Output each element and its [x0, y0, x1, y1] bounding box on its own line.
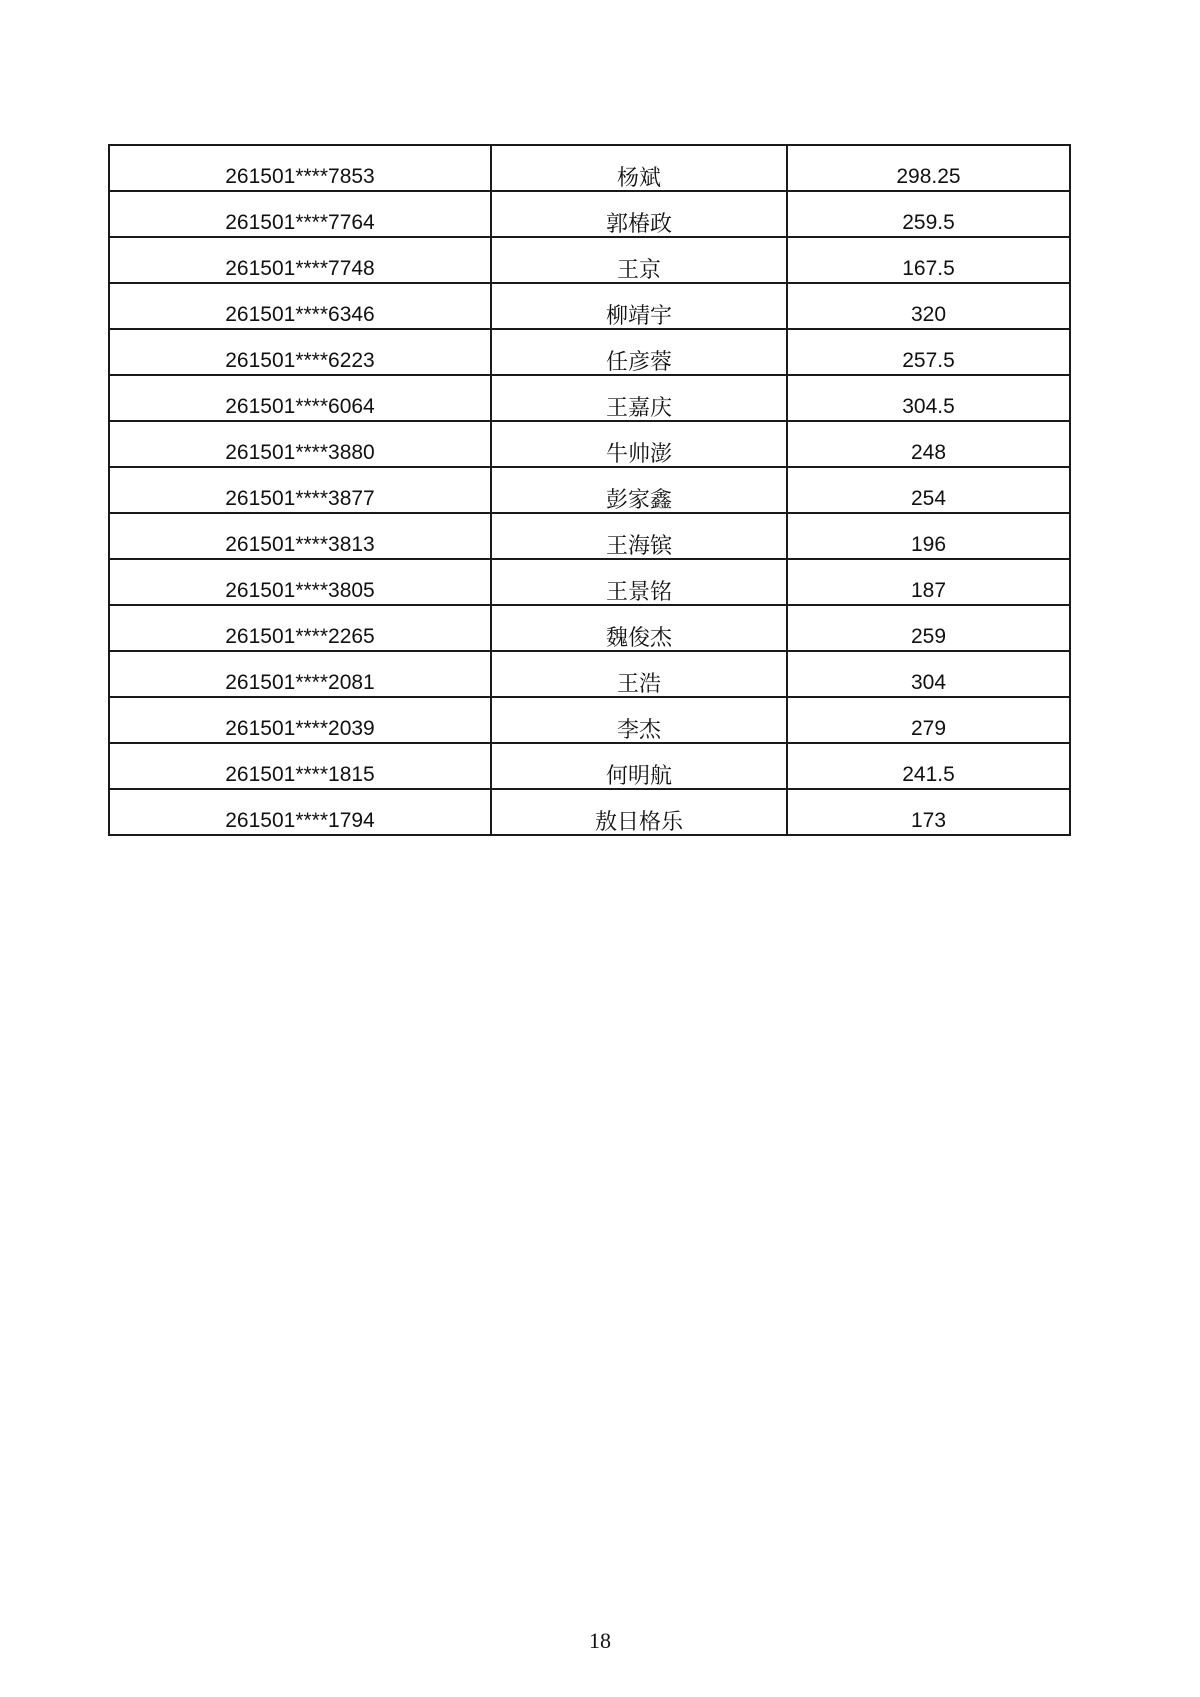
name-cell: 王浩 — [491, 651, 787, 697]
id-cell: 261501****2265 — [109, 605, 491, 651]
table-row — [109, 329, 1070, 375]
id-cell: 261501****6346 — [109, 283, 491, 329]
id-cell: 261501****7764 — [109, 191, 491, 237]
name-cell: 杨斌 — [491, 145, 787, 191]
id-cell: 261501****7853 — [109, 145, 491, 191]
score-table-body — [109, 145, 1070, 835]
name-cell: 李杰 — [491, 697, 787, 743]
name-cell: 牛帅澎 — [491, 421, 787, 467]
table-row — [109, 191, 1070, 237]
name-cell: 王海镔 — [491, 513, 787, 559]
score-cell: 254 — [787, 467, 1070, 513]
score-table — [108, 144, 1071, 836]
score-cell: 304 — [787, 651, 1070, 697]
score-cell: 259 — [787, 605, 1070, 651]
score-cell: 187 — [787, 559, 1070, 605]
id-cell: 261501****1815 — [109, 743, 491, 789]
table-row — [109, 145, 1070, 191]
id-cell: 261501****7748 — [109, 237, 491, 283]
id-cell: 261501****2039 — [109, 697, 491, 743]
table-row — [109, 697, 1070, 743]
name-cell: 任彦蓉 — [491, 329, 787, 375]
name-cell: 魏俊杰 — [491, 605, 787, 651]
score-cell: 259.5 — [787, 191, 1070, 237]
name-cell: 郭椿政 — [491, 191, 787, 237]
table-row — [109, 513, 1070, 559]
table-row — [109, 651, 1070, 697]
name-cell: 彭家鑫 — [491, 467, 787, 513]
table-row — [109, 375, 1070, 421]
table-row — [109, 743, 1070, 789]
name-cell: 柳靖宇 — [491, 283, 787, 329]
score-cell: 248 — [787, 421, 1070, 467]
id-cell: 261501****3813 — [109, 513, 491, 559]
name-cell: 敖日格乐 — [491, 789, 787, 835]
id-cell: 261501****1794 — [109, 789, 491, 835]
score-cell: 167.5 — [787, 237, 1070, 283]
id-cell: 261501****3880 — [109, 421, 491, 467]
score-cell: 304.5 — [787, 375, 1070, 421]
score-cell: 241.5 — [787, 743, 1070, 789]
score-cell: 279 — [787, 697, 1070, 743]
id-cell: 261501****3805 — [109, 559, 491, 605]
name-cell: 王景铭 — [491, 559, 787, 605]
page-number: 18 — [589, 1628, 611, 1653]
name-cell: 何明航 — [491, 743, 787, 789]
id-cell: 261501****6223 — [109, 329, 491, 375]
score-cell: 196 — [787, 513, 1070, 559]
id-cell: 261501****6064 — [109, 375, 491, 421]
table-row — [109, 467, 1070, 513]
score-cell: 320 — [787, 283, 1070, 329]
table-row — [109, 237, 1070, 283]
id-cell: 261501****3877 — [109, 467, 491, 513]
table-row — [109, 789, 1070, 835]
table-row — [109, 421, 1070, 467]
table-row — [109, 283, 1070, 329]
table-row — [109, 605, 1070, 651]
name-cell: 王京 — [491, 237, 787, 283]
name-cell: 王嘉庆 — [491, 375, 787, 421]
table-row — [109, 559, 1070, 605]
score-cell: 298.25 — [787, 145, 1070, 191]
id-cell: 261501****2081 — [109, 651, 491, 697]
score-cell: 257.5 — [787, 329, 1070, 375]
score-cell: 173 — [787, 789, 1070, 835]
